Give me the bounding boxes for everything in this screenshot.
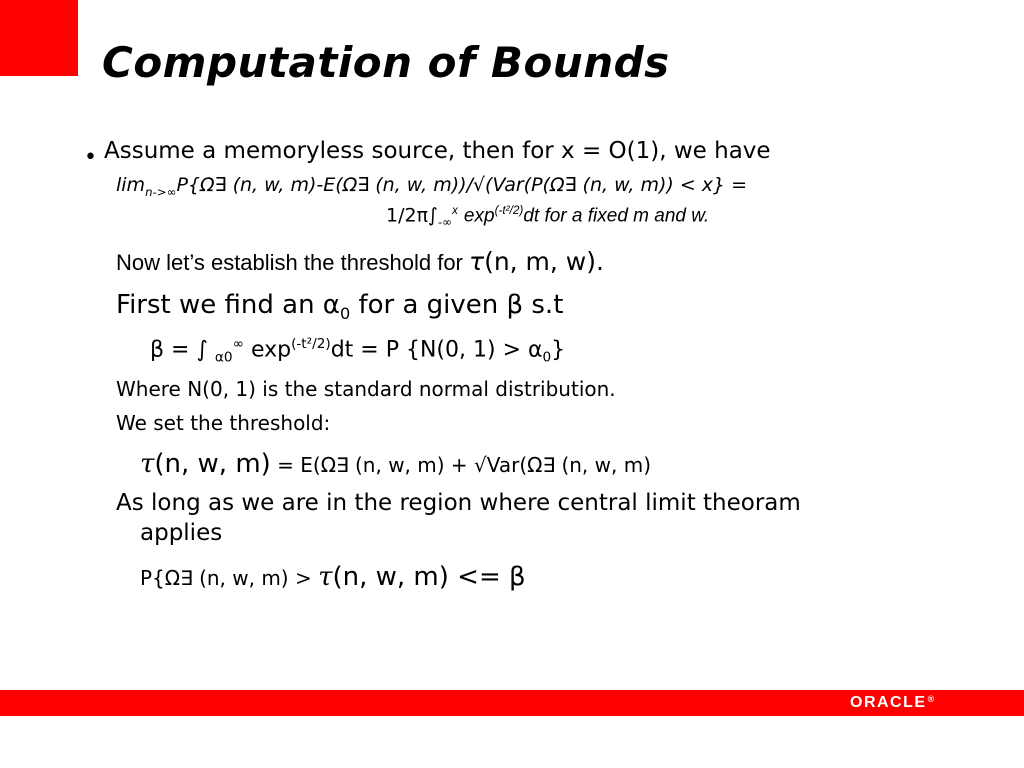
beta-formula-line <box>150 336 565 366</box>
alpha-intro-pre: First we find an α <box>116 290 340 320</box>
tau-symbol: τ <box>318 562 333 592</box>
alpha-intro-line <box>116 290 563 323</box>
slide-title: Computation of Bounds <box>102 38 670 87</box>
exp-text: exp <box>463 205 495 227</box>
tau-arguments: (n, m, w). <box>484 247 604 276</box>
corner-accent-block <box>0 0 78 76</box>
probability-bound-line <box>140 562 526 592</box>
lim-text: lim <box>116 174 146 196</box>
beta-integral-upper: ∞ <box>232 336 244 352</box>
integral-lower-bound: -∞ <box>437 215 452 230</box>
clt-condition-continuation: applies <box>140 520 223 546</box>
alpha-subscript: 0 <box>339 304 351 324</box>
threshold-formula-rest: = E(Ω∃ (n, w, m) + √Var(Ω∃ (n, w, m) <box>270 453 652 477</box>
beta-integral-lower: α0 <box>214 349 233 366</box>
integral-formula-rest: dt for a fixed m and w. <box>523 205 710 227</box>
probability-bound-pre: P{Ω∃ (n, w, m) > <box>140 566 319 590</box>
oracle-logo <box>850 694 934 712</box>
probability-bound-args: (n, w, m) <= β <box>332 562 526 592</box>
beta-formula-post: dt = P {N(0, 1) > α <box>330 337 543 363</box>
integral-upper-bound: x <box>451 204 458 217</box>
lim-subscript: n->∞ <box>145 184 177 199</box>
bullet-line-assumption: Assume a memoryless source, then for x = O(1), we have <box>104 138 771 164</box>
tau-symbol: τ <box>469 247 485 276</box>
tau-arguments: (n, w, m) <box>154 449 271 479</box>
beta-exp-superscript: (-t²/2) <box>291 336 331 352</box>
threshold-intro-line <box>116 247 604 276</box>
coefficient: 1/2π <box>386 204 429 227</box>
threshold-formula-line <box>140 449 651 479</box>
integral-sign: ∫ <box>428 204 438 227</box>
exp-superscript: (-t²/2) <box>494 204 524 217</box>
alpha-intro-post: for a given β s.t <box>350 290 564 320</box>
oracle-logo-text: ORACLE <box>850 694 927 711</box>
beta-exp-text: exp <box>250 337 292 363</box>
registered-mark: ® <box>927 694 935 704</box>
beta-formula-pre: β = ∫ <box>150 337 215 363</box>
clt-condition-line: As long as we are in the region where central limit theoram <box>116 490 801 516</box>
threshold-set-note: We set the threshold: <box>116 411 331 435</box>
threshold-intro-text: Now let’s establish the threshold for <box>116 250 469 275</box>
beta-formula-close: } <box>551 337 566 363</box>
limit-formula-rest: P{Ω∃ (n, w, m)-E(Ω∃ (n, w, m))/√(Var(P(Ω∃ (n, w, m)) < x} = <box>176 174 748 196</box>
tau-symbol: τ <box>140 449 155 479</box>
integral-formula-line <box>386 204 709 229</box>
limit-formula-line <box>116 174 747 199</box>
bullet-marker: • <box>84 145 97 170</box>
beta-alpha-subscript: 0 <box>542 349 552 366</box>
normal-distribution-note: Where N(0, 1) is the standard normal distribution. <box>116 377 616 401</box>
